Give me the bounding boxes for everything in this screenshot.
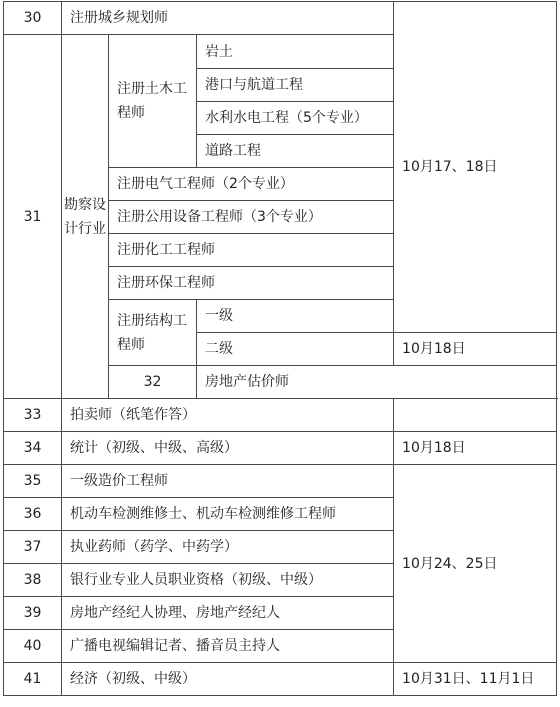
row-number: 33: [4, 399, 62, 432]
exam-name: 注册公用设备工程师（3个专业）: [109, 201, 394, 234]
table-row: [4, 432, 557, 465]
exam-name: 银行业专业人员职业资格（初级、中级）: [62, 564, 394, 597]
exam-schedule-table: [3, 1, 557, 696]
exam-name: 一级造价工程师: [62, 465, 394, 498]
exam-name: 注册环保工程师: [109, 267, 394, 300]
exam-name: 注册结构工程师: [109, 300, 197, 366]
row-number: 38: [4, 564, 62, 597]
exam-name: 经济（初级、中级）: [62, 663, 394, 696]
exam-specialty: 岩土: [197, 35, 394, 69]
exam-date: 10月18日: [394, 432, 557, 465]
exam-name: 执业药师（药学、中药学）: [62, 531, 394, 564]
table-row: [4, 399, 557, 432]
row-number: 40: [4, 630, 62, 663]
table-row: [4, 465, 557, 498]
exam-name: 房地产估价师: [197, 366, 557, 399]
row-number: 34: [4, 432, 62, 465]
exam-name: 机动车检测维修士、机动车检测维修工程师: [62, 498, 394, 531]
row-number: 41: [4, 663, 62, 696]
exam-name: 注册电气工程师（2个专业）: [109, 168, 394, 201]
row-number: 39: [4, 597, 62, 630]
exam-date: 10月31日、11月1日: [394, 663, 557, 696]
exam-name: 统计（初级、中级、高级）: [62, 432, 394, 465]
row-number: 32: [109, 366, 197, 399]
row-number: 35: [4, 465, 62, 498]
row-number: 37: [4, 531, 62, 564]
exam-date: 10月18日: [394, 333, 557, 366]
exam-specialty: 水利水电工程（5个专业）: [197, 102, 394, 135]
exam-name: 拍卖师（纸笔作答）: [62, 399, 394, 432]
exam-name: 注册土木工程师: [109, 35, 197, 168]
table-row: [4, 2, 557, 35]
exam-category: 勘察设计行业: [62, 35, 109, 399]
table-row: [4, 663, 557, 696]
exam-date: 10月24、25日: [394, 465, 557, 663]
exam-name: 注册城乡规划师: [62, 2, 394, 35]
exam-specialty: 港口与航道工程: [197, 69, 394, 102]
exam-specialty: 道路工程: [197, 135, 394, 168]
exam-name: 房地产经纪人协理、房地产经纪人: [62, 597, 394, 630]
row-number: 31: [4, 35, 62, 399]
exam-name: 广播电视编辑记者、播音员主持人: [62, 630, 394, 663]
exam-specialty: 一级: [197, 300, 394, 333]
exam-specialty: 二级: [197, 333, 394, 366]
row-number: 30: [4, 2, 62, 35]
row-number: 36: [4, 498, 62, 531]
exam-name: 注册化工工程师: [109, 234, 394, 267]
exam-date: 10月17、18日: [394, 2, 557, 333]
